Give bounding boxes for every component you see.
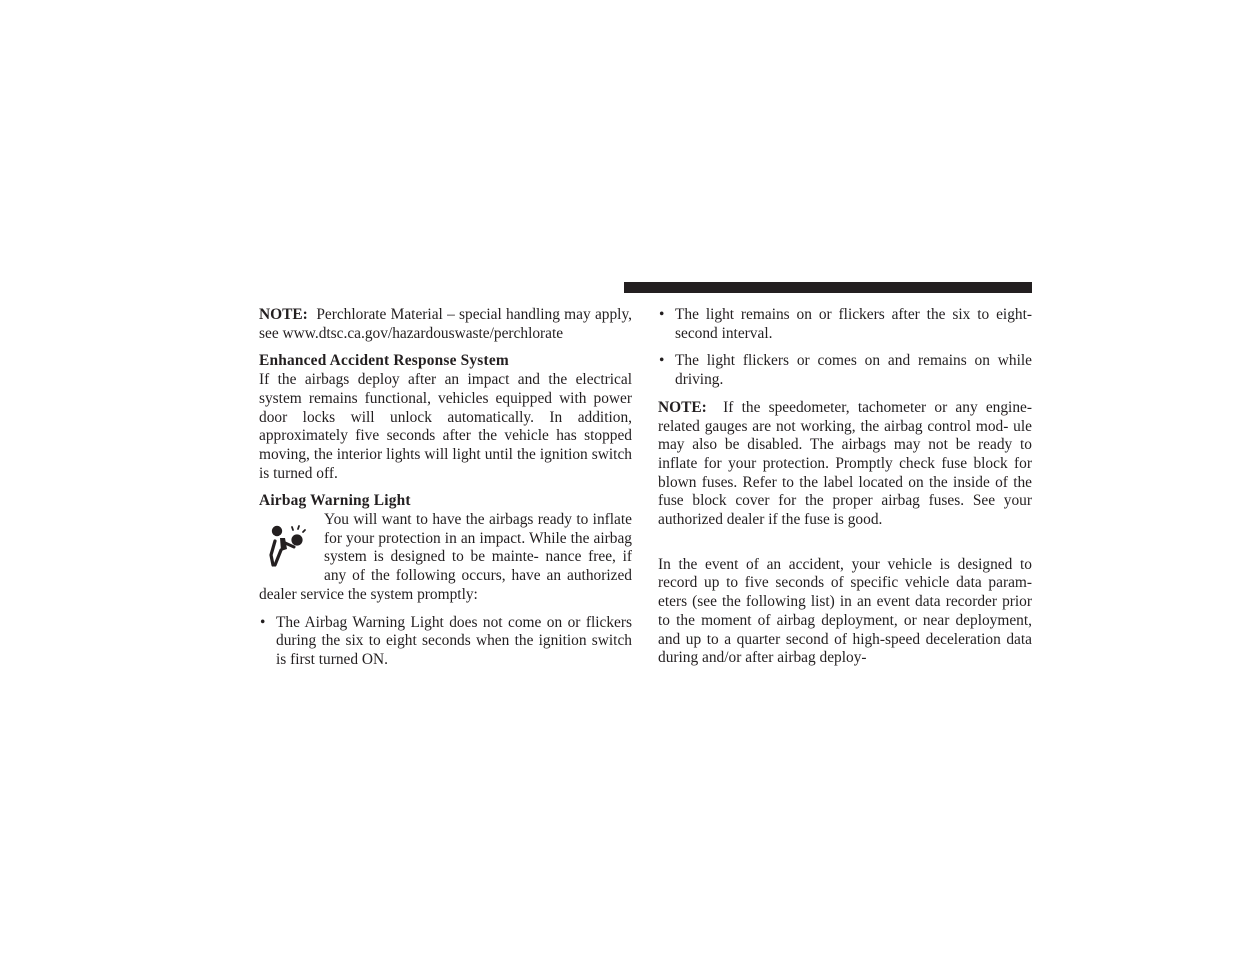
left-column xyxy=(259,306,632,670)
note-label: NOTE: xyxy=(259,306,308,323)
airbag-warning-icon xyxy=(259,513,309,569)
list-item-text: The light remains on or flickers after the six to eight- second interval. xyxy=(675,306,1032,342)
perchlorate-note xyxy=(259,306,632,343)
warning-body: You will want to have the airbags ready to inflate for your protection in an impact. While the airbag system is designed to be mainte- nance free, if any of the following occurs, have an authorized dealer service the system promptly: xyxy=(259,511,632,603)
event-data-recorder-paragraph: In the event of an accident, your vehicle is designed to record up to five seconds of specific vehicle data param- eters (see the following list) in an event data recorder prior to the moment of airbag deployment, or near deployment, and up to a quarter second of high-speed deceleration data during and/or after airbag deploy- xyxy=(658,555,1032,667)
list-item xyxy=(259,614,632,670)
bullet-icon: • xyxy=(659,352,665,370)
warning-conditions-list-continued xyxy=(658,306,1032,390)
airbag-warning-section xyxy=(259,492,632,604)
list-item xyxy=(658,306,1032,343)
bullet-icon: • xyxy=(260,613,266,631)
list-item-text: The Airbag Warning Light does not come on or flickers during the six to eight seconds when the ignition switch is first turned ON. xyxy=(276,613,632,668)
enhanced-accident-response-section xyxy=(259,352,632,483)
note-text: If the speedometer, tachometer or any engine- related gauges are not working, the airbag control mod- ule may also be disabled. The airbags may not be ready to inflate for your protection. Promptly check fuse block for blown fuses. Refer to the label located on the inside of the fuse block cover for the proper airbag fuses. See your authorized dealer if the fuse is good. xyxy=(658,398,1032,529)
section-heading: Enhanced Accident Response System xyxy=(259,352,509,370)
section-header-bar xyxy=(624,282,1032,293)
warning-body-wrap xyxy=(259,511,632,605)
bullet-icon: • xyxy=(659,306,665,323)
note-label: NOTE: xyxy=(658,398,707,416)
section-body: If the airbags deploy after an impact and the electrical system remains functional, vehicles equipped with power door locks will unlock automatically. In addition, approximately five seconds after the vehicle has stopped moving, the interior lights will light until the ignition switch is turned off. xyxy=(259,371,632,482)
section-heading: Airbag Warning Light xyxy=(259,492,411,510)
right-column xyxy=(658,306,1032,668)
list-item-text: The light flickers or comes on and remains on while driving. xyxy=(675,352,1032,389)
speedometer-note xyxy=(658,399,1032,530)
note-text: Perchlorate Material – special handling may apply, see www.dtsc.ca.gov/hazardouswaste/perchlorate xyxy=(259,306,632,342)
list-item xyxy=(658,352,1032,389)
warning-conditions-list xyxy=(259,614,632,670)
